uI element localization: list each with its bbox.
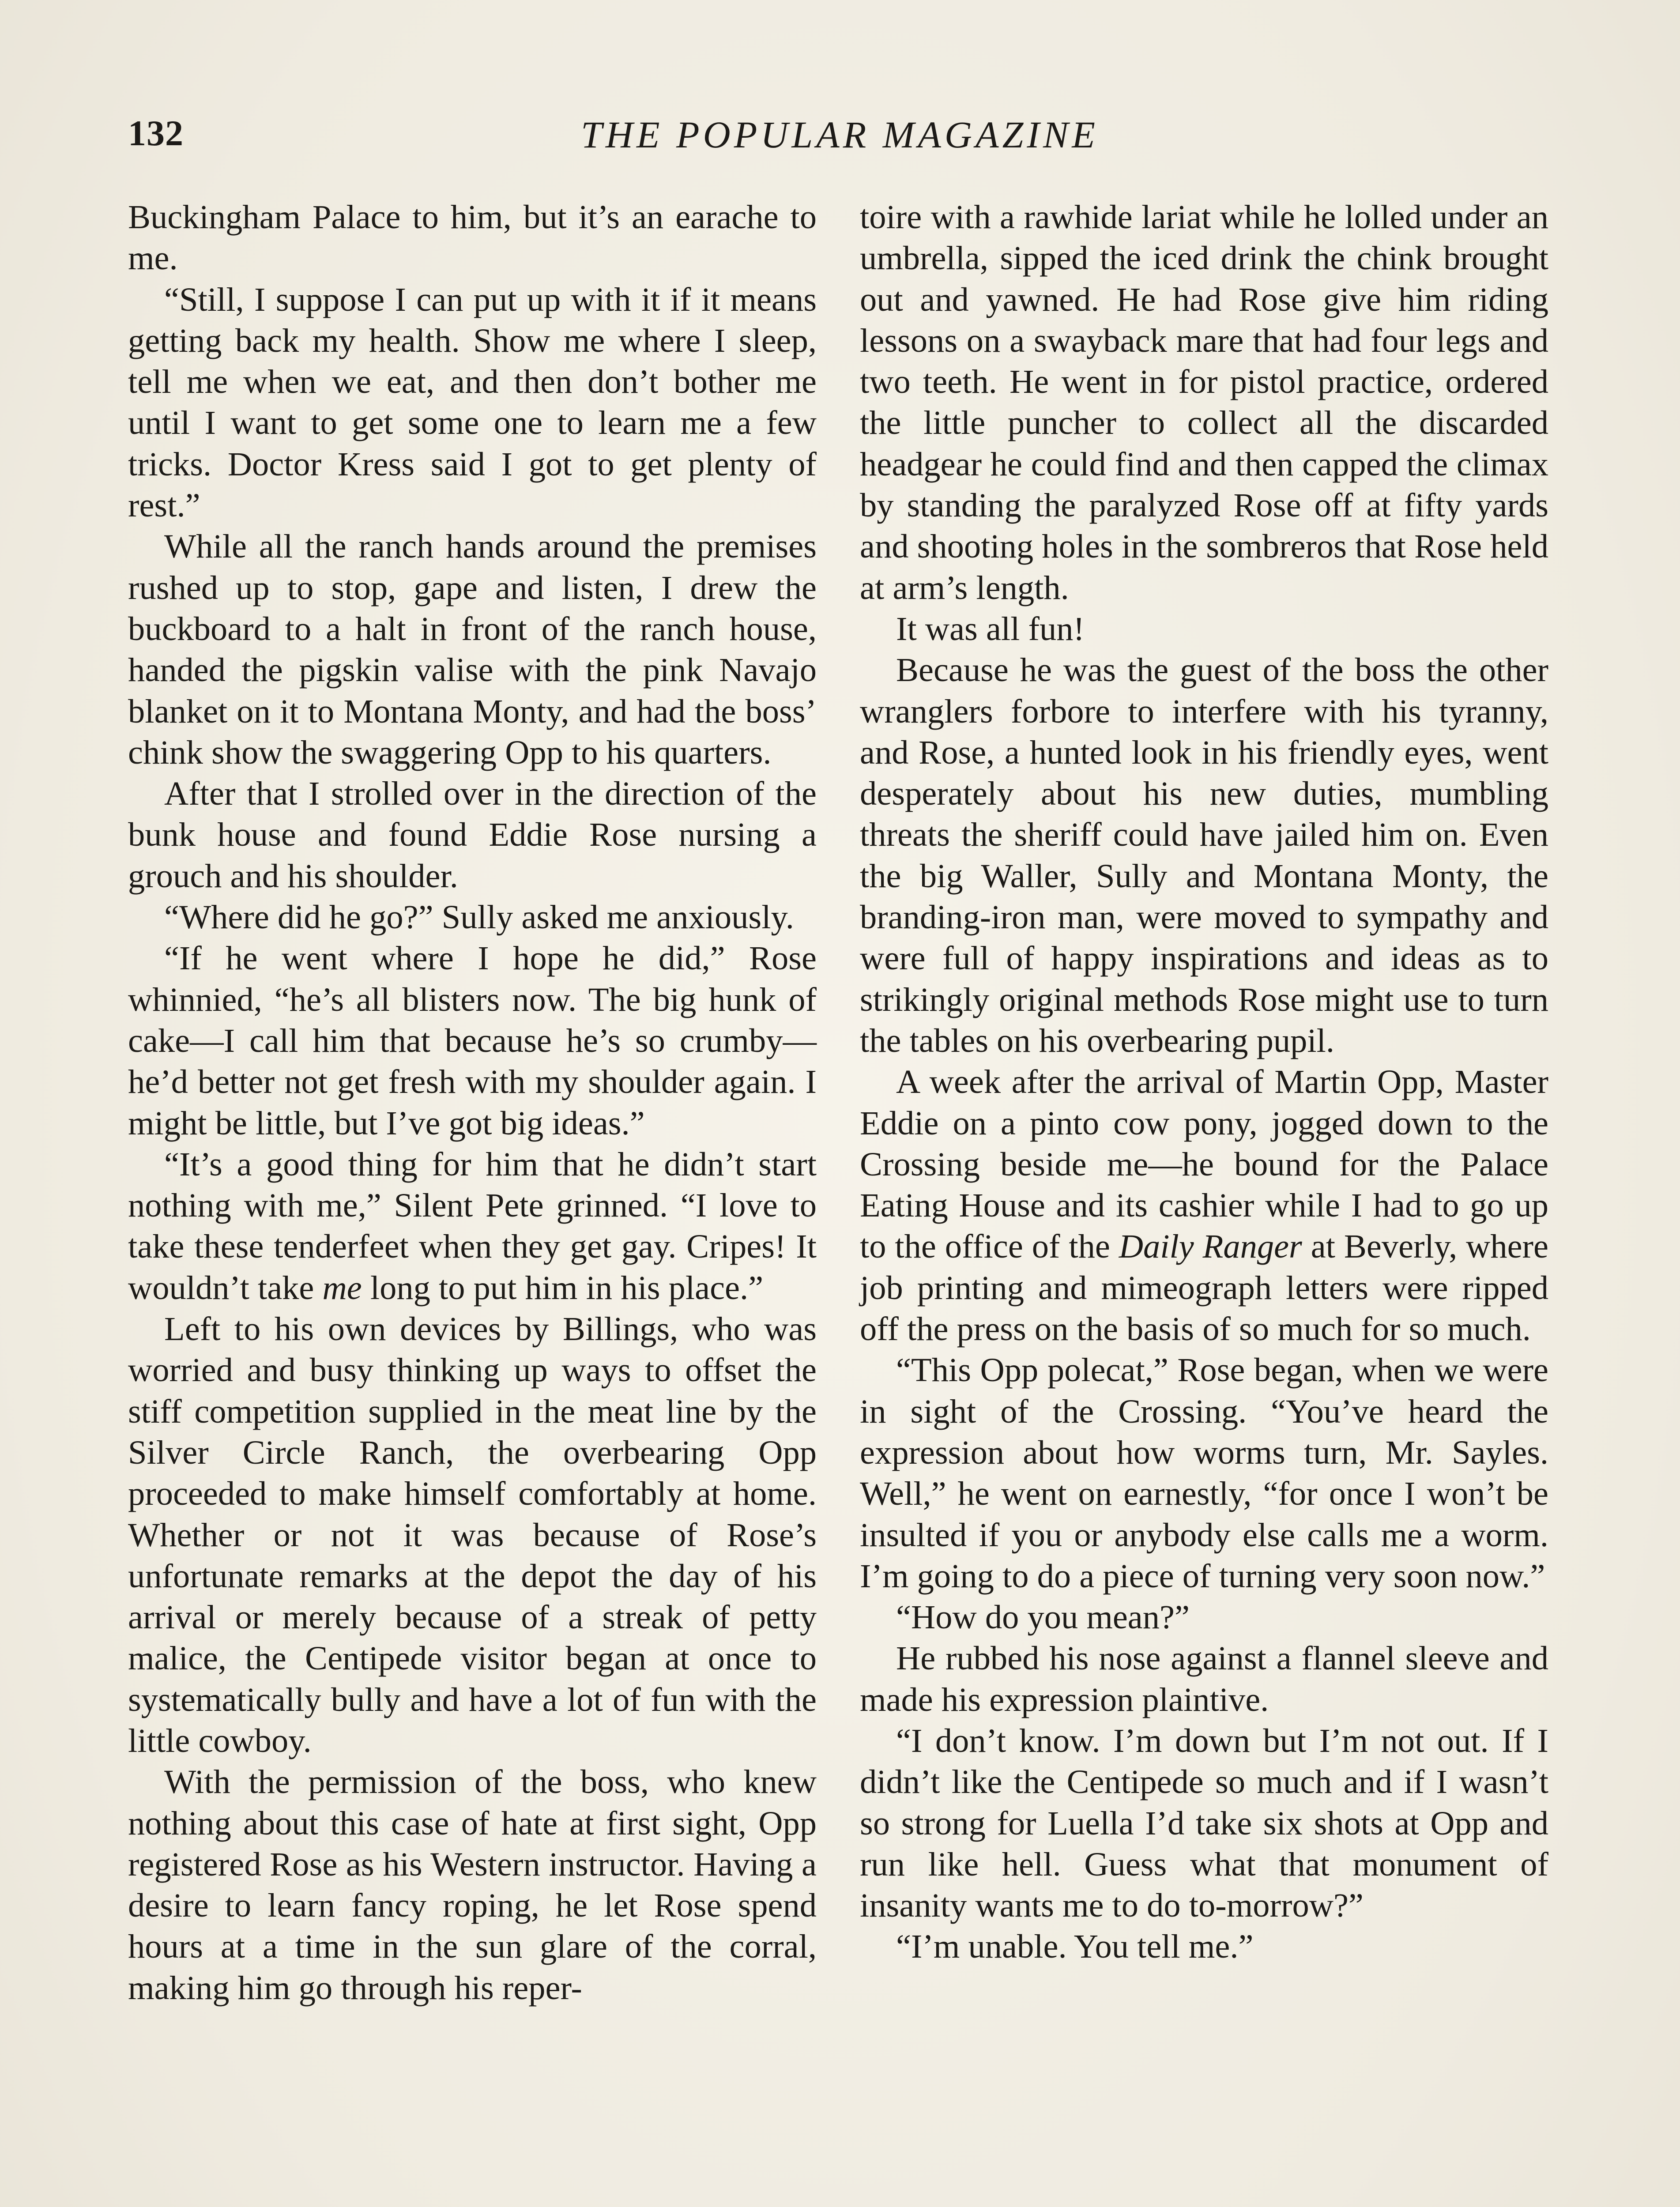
paragraph: After that I strolled over in the direction of the bunk house and found Eddie Rose nursing a grouch and his shoulder. — [128, 775, 817, 895]
paragraph: toire with a rawhide lariat while he lolled under an umbrella, sipped the iced drink the chink brought out and yawned. He had Rose give him riding lessons on a swayback mare that had four legs and two teeth. He went in for pistol practice, ordered the little puncher to collect all the discarded headgear he could find and then capped the climax by standing the paralyzed Rose off at fifty yards and shooting holes in the sombreros that Rose held at arm’s length. — [860, 198, 1548, 606]
text-run: long to put him in his place.” — [362, 1269, 764, 1307]
publication-title: Daily Ranger — [1119, 1228, 1302, 1265]
paragraph: He rubbed his nose against a flannel sleeve and made his expression plaintive. — [860, 1639, 1548, 1718]
emphasis-text: me — [322, 1269, 362, 1307]
text-run: “It’s a good thing for him that he didn’t start nothing with me,” Silent Pete grinned. “I love to take these tenderfeet when they get gay. Cripes! It wouldn’t take — [128, 1145, 817, 1307]
paragraph — [860, 1061, 1548, 1349]
page-header — [128, 113, 1552, 166]
left-column — [128, 196, 817, 2008]
paragraph — [128, 1144, 817, 1308]
right-column — [860, 196, 1548, 1967]
paragraph: With the permission of the boss, who knew nothing about this case of hate at first sight, Opp registered Rose as his Western instructor. Having a desire to learn fancy roping, he let Rose spend hours at a time in the sun glare of the corral, making him go through his reper- — [128, 1763, 817, 2007]
paragraph: It was all fun! — [896, 610, 1085, 648]
paragraph: “Still, I suppose I can put up with it if it means getting back my health. Show me where I sleep, tell me when we eat, and then don’t bother me until I want to get some one to learn me a few tricks. Doctor Kress said I got to get plenty of rest.” — [128, 280, 817, 524]
paragraph: “This Opp polecat,” Rose began, when we were in sight of the Crossing. “You’ve heard the expression about how worms turn, Mr. Sayles. Well,” he went on earnestly, “for once I won’t be insulted if you or anybody else calls me a worm. I’m going to do a piece of turning very soon now.” — [860, 1351, 1548, 1595]
text-run: at Beverly, where job printing and mimeograph letters were ripped off the press on the basis of so much for so much. — [860, 1228, 1548, 1348]
paragraph: “How do you mean?” — [896, 1598, 1190, 1636]
paragraph: Buckingham Palace to him, but it’s an earache to me. — [128, 198, 817, 277]
paragraph: “I’m unable. You tell me.” — [896, 1928, 1254, 1966]
paragraph: “I don’t know. I’m down but I’m not out. If I didn’t like the Centipede so much and if I wasn’t so strong for Luella I’d take six shots at Opp and run like hell. Guess what that monument of insanity wants me to do to-morrow?” — [860, 1721, 1548, 1925]
page-number: 132 — [128, 113, 184, 153]
paragraph: “Where did he go?” Sully asked me anxiously. — [164, 898, 794, 936]
text-run: A week after the arrival of Martin Opp, Master Eddie on a pinto cow pony, jogged down to the Crossing beside me—he bound for the Palace Eating House and its cashier while I had to go up to the office of the — [860, 1063, 1548, 1265]
paragraph: While all the ranch hands around the premises rushed up to stop, gape and listen, I drew the buckboard to a halt in front of the ranch house, handed the pigskin valise with the pink Navajo blanket on it to Montana Monty, and had the boss’ chink show the swaggering Opp to his quarters. — [128, 527, 817, 771]
running-head-title: THE POPULAR MAGAZINE — [581, 113, 1099, 156]
paragraph: Left to his own devices by Billings, who was worried and busy thinking up ways to offset the stiff competition supplied in the meat line by the Silver Circle Ranch, the overbearing Opp proceeded to make himself comfortably at home. Whether or not it was because of Rose’s unfortunate remarks at the depot the day of his arrival or merely because of a streak of petty malice, the Centipede visitor began at once to systematically bully and have a lot of fun with the little cowboy. — [128, 1310, 817, 1759]
paragraph: Because he was the guest of the boss the other wranglers forbore to interfere with his tyranny, and Rose, a hunted look in his friendly eyes, went desperately about his new duties, mumbling threats the sheriff could have jailed him on. Even the big Waller, Sully and Montana Monty, the branding-iron man, were moved to sympathy and were full of happy inspirations and ideas as to strikingly original methods Rose might use to turn the tables on his overbearing pupil. — [860, 651, 1548, 1059]
paragraph: “If he went where I hope he did,” Rose whinnied, “he’s all blisters now. The big hunk of cake—I call him that because he’s so crumby—he’d better not get fresh with my shoulder again. I might be little, but I’ve got big ideas.” — [128, 939, 817, 1142]
